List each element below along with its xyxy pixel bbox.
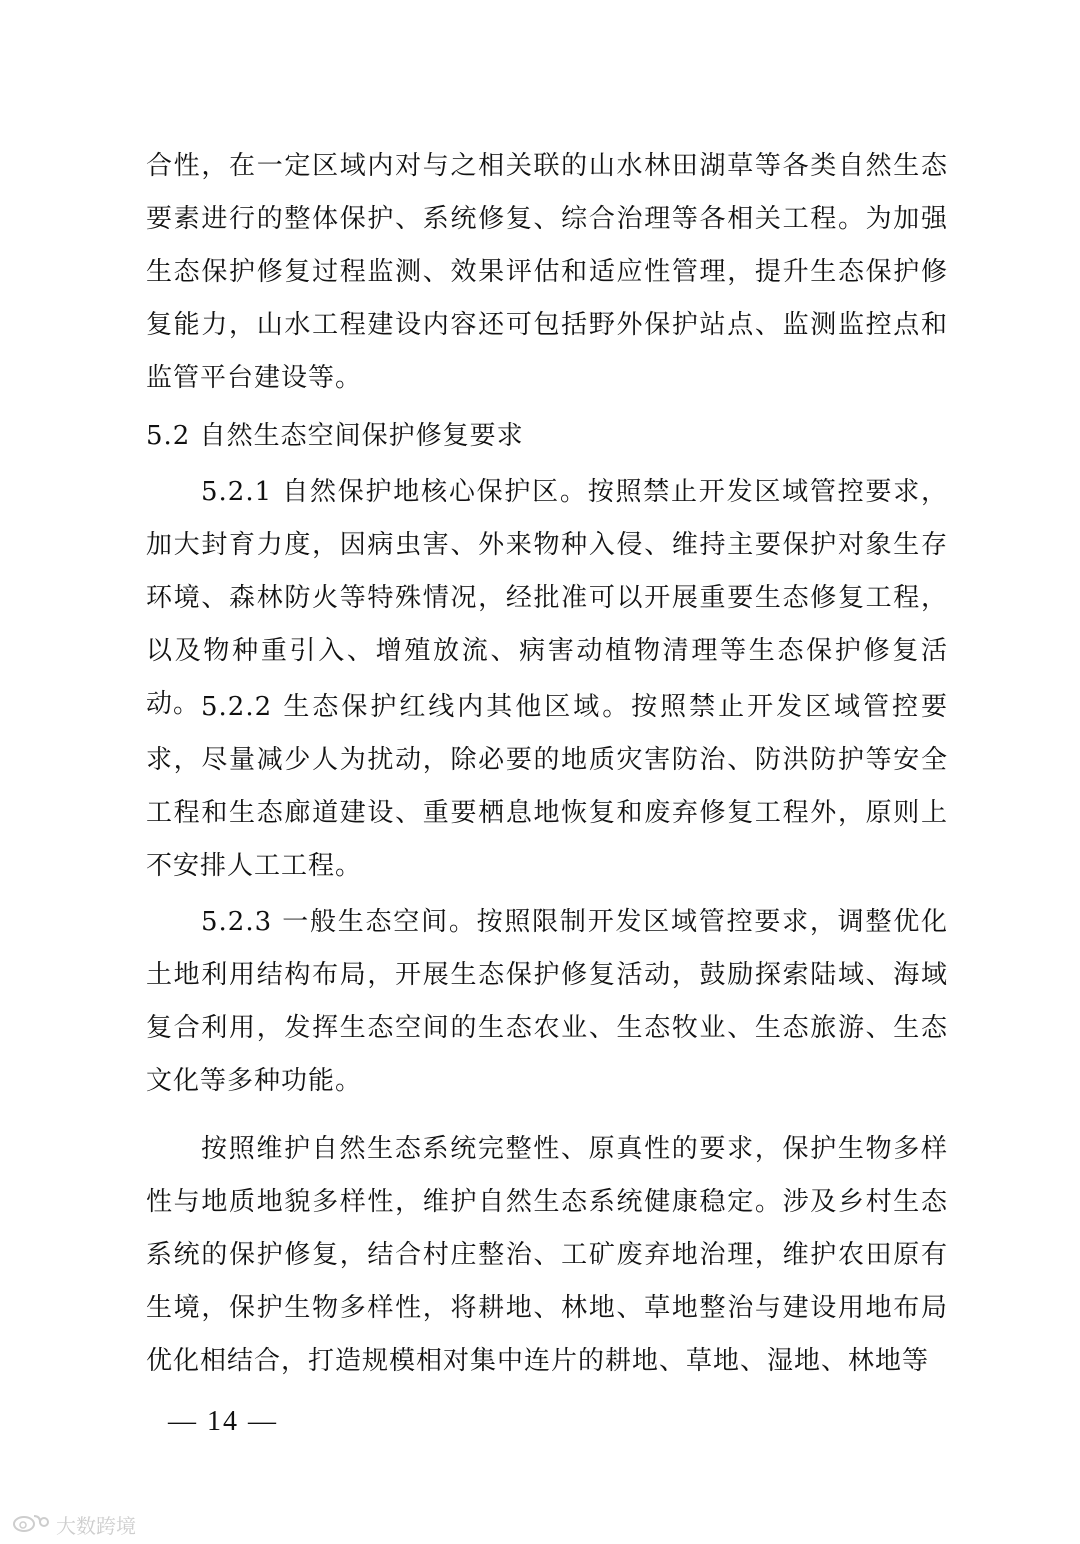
watermark-text: 大数跨境 (56, 1513, 136, 1538)
paragraph-5-2-1: 5.2.1 自然保护地核心保护区。按照禁止开发区域管控要求，加大封育力度，因病虫害、外来物种入侵、维持主要保护对象生存环境、森林防火等特殊情况，经批准可以开展重要生态修复工程，以及物种重引入、增殖放流、病害动植物清理等生态保护修复活动。 (146, 477, 948, 719)
page-number: — 14 — (168, 1406, 278, 1437)
paragraph-5-2-2: 5.2.2 生态保护红线内其他区域。按照禁止开发区域管控要求，尽量减少人为扰动，除必要的地质灾害防治、防洪防护等安全工程和生态廊道建设、重要栖息地恢复和废弃修复工程外，原则上不安排人工工程。 (146, 692, 948, 881)
paragraph-5-2-3: 5.2.3 一般生态空间。按照限制开发区域管控要求，调整优化土地利用结构布局，开展生态保护修复活动，鼓励探索陆域、海域复合利用，发挥生态空间的生态农业、生态牧业、生态旅游、生态文化等多种功能。 (146, 907, 948, 1096)
weibo-logo-icon (12, 1510, 56, 1539)
watermark (12, 1510, 136, 1538)
paragraph-intro: 合性，在一定区域内对与之相关联的山水林田湖草等各类自然生态要素进行的整体保护、系统修复、综合治理等各相关工程。为加强生态保护修复过程监测、效果评估和适应性管理，提升生态保护修复能力，山水工程建设内容还可包括野外保护站点、监测监控点和监管平台建设等。 (146, 151, 948, 393)
section-heading: 5.2 自然生态空间保护修复要求 (146, 421, 524, 451)
paragraph-final: 按照维护自然生态系统完整性、原真性的要求，保护生物多样性与地质地貌多样性，维护自然生态系统健康稳定。涉及乡村生态系统的保护修复，结合村庄整治、工矿废弃地治理，维护农田原有生境，保护生物多样性，将耕地、林地、草地整治与建设用地布局优化相结合，打造规模相对集中连片的耕地、草地、湿地、林地等 (146, 1134, 948, 1376)
